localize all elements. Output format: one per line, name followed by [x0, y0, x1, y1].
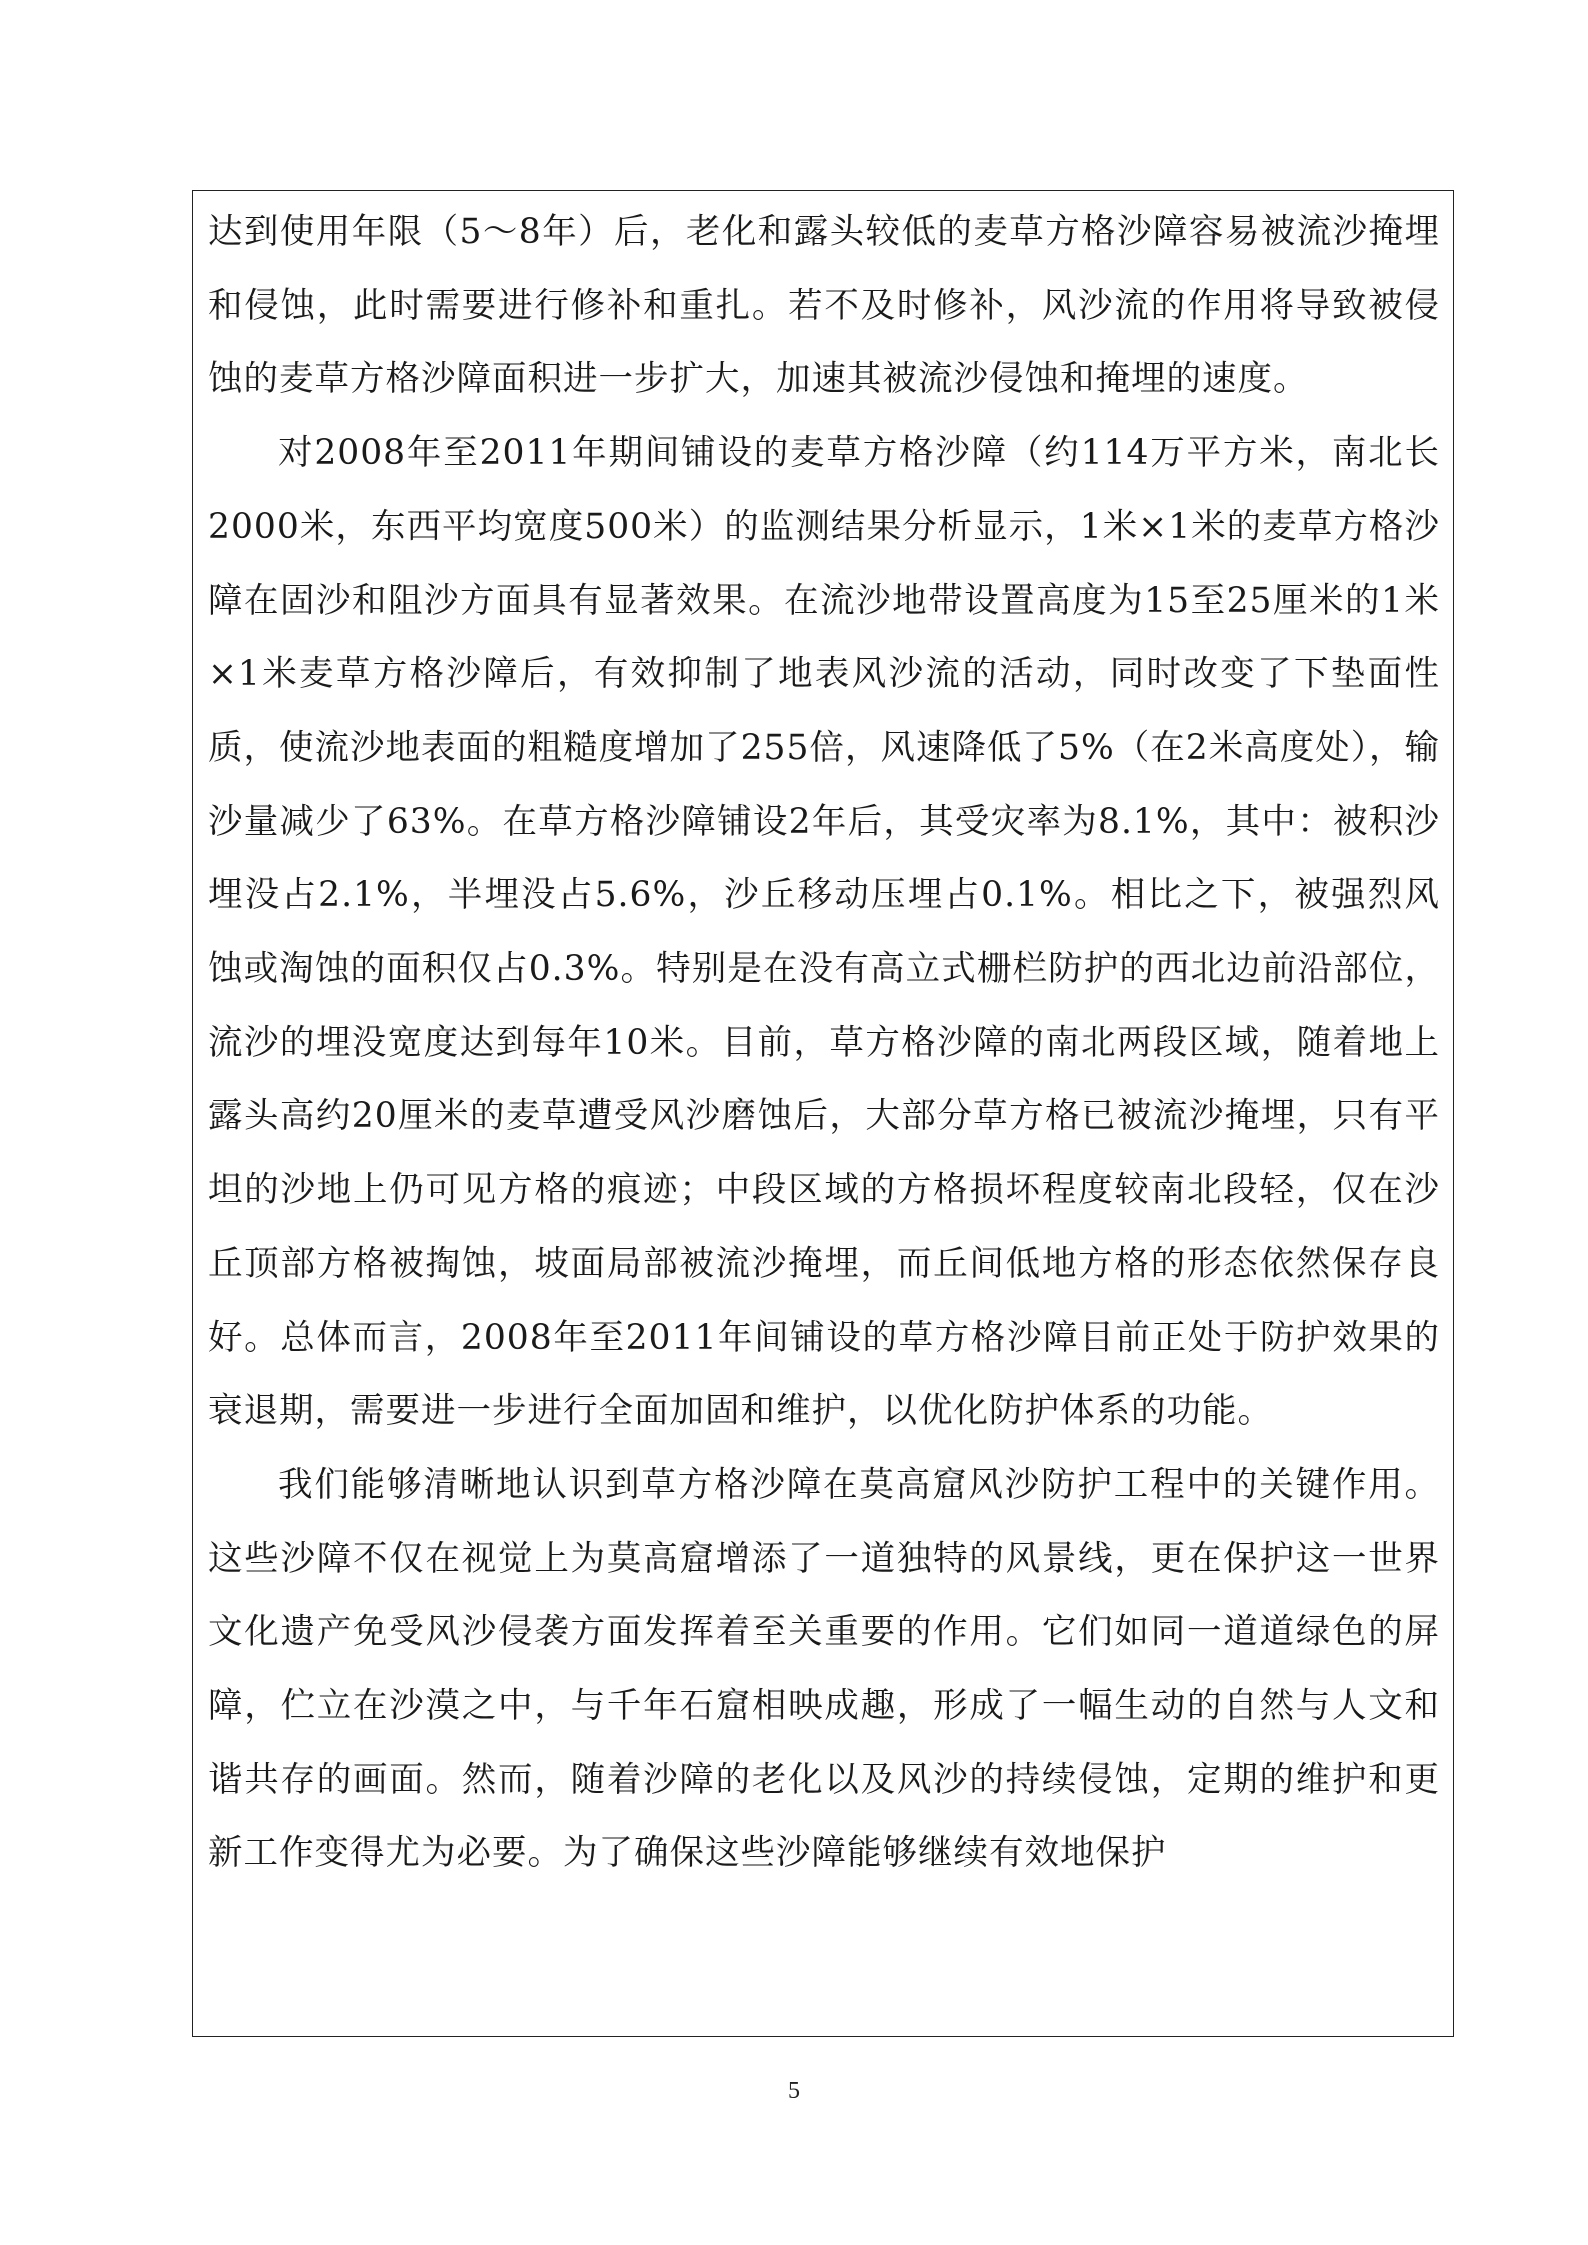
paragraph-key-role: 我们能够清晰地认识到草方格沙障在莫高窟风沙防护工程中的关键作用。这些沙障不仅在视觉上为莫高窟增添了一道独特的风景线，更在保护这一世界文化遗产免受风沙侵袭方面发挥着至关重要的作用。它们如同一道道绿色的屏障，伫立在沙漠之中，与千年石窟相映成趣，形成了一幅生动的自然与人文和谐共存的画面。然而，随着沙障的老化以及风沙的持续侵蚀，定期的维护和更新工作变得尤为必要。为了确保这些沙障能够继续有效地保护 [208, 1464, 1440, 1874]
paragraph-monitoring-results: 对2008年至2011年期间铺设的麦草方格沙障（约114万平方米，南北长2000米，东西平均宽度500米）的监测结果分析显示，1米×1米的麦草方格沙障在固沙和阻沙方面具有显著效果。在流沙地带设置高度为15至25厘米的1米×1米麦草方格沙障后，有效抑制了地表风沙流的活动，同时改变了下垫面性质，使流沙地表面的粗糙度增加了255倍，风速降低了5%（在2米高度处），输沙量减少了63%。在草方格沙障铺设2年后，其受灾率为8.1%，其中：被积沙埋没占2.1%，半埋没占5.6%，沙丘移动压埋占0.1%。相比之下，被强烈风蚀或淘蚀的面积仅占0.3%。特别是在没有高立式栅栏防护的西北边前沿部位，流沙的埋没宽度达到每年10米。目前，草方格沙障的南北两段区域，随着地上露头高约20厘米的麦草遭受风沙磨蚀后，大部分草方格已被流沙掩埋，只有平坦的沙地上仍可见方格的痕迹；中段区域的方格损坏程度较南北段轻，仅在沙丘顶部方格被掏蚀，坡面局部被流沙掩埋，而丘间低地方格的形态依然保存良好。总体而言，2008年至2011年间铺设的草方格沙障目前正处于防护效果的衰退期，需要进一步进行全面加固和维护，以优化防护体系的功能。 [208, 433, 1440, 1432]
page-number: 5 [788, 2078, 800, 2104]
paragraph-continuation: 达到使用年限（5～8年）后，老化和露头较低的麦草方格沙障容易被流沙掩埋和侵蚀，此时需要进行修补和重扎。若不及时修补，风沙流的作用将导致被侵蚀的麦草方格沙障面积进一步扩大，加速其被流沙侵蚀和掩埋的速度。 [208, 212, 1440, 400]
document-body [208, 196, 1440, 1891]
